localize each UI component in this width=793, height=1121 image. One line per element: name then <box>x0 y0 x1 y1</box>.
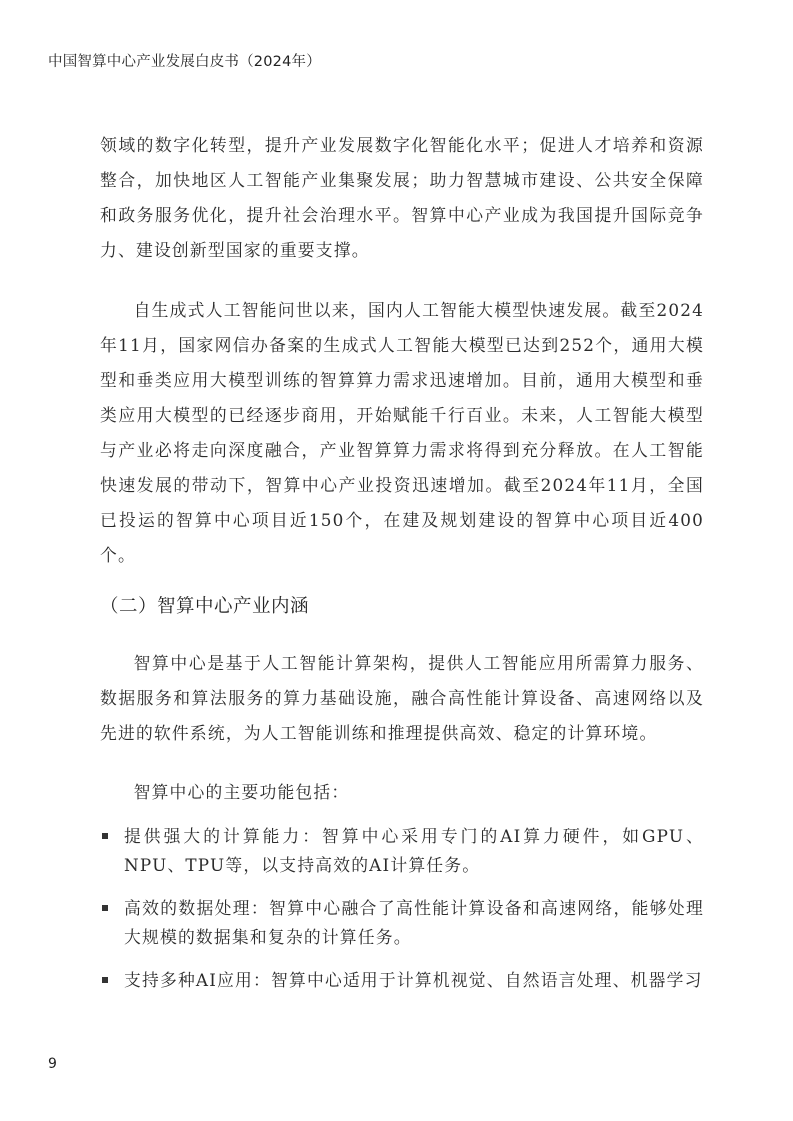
document-header: 中国智算中心产业发展白皮书（2024年） <box>48 54 321 70</box>
list-item-text: 提供强大的计算能力：智算中心采用专门的AI算力硬件，如GPU、NPU、TPU等，以支持高效的AI计算任务。 <box>124 826 704 875</box>
body-paragraph: 领域的数字化转型，提升产业发展数字化智能化水平；促进人才培养和资源整合，加快地区人工智能产业集聚发展；助力智慧城市建设、公共安全保障和政务服务优化，提升社会治理水平。智算中心产业成为我国提升国际竞争力、建设创新型国家的重要支撑。 <box>100 135 704 260</box>
body-paragraph: 自生成式人工智能问世以来，国内人工智能大模型快速发展。截至2024年11月，国家网信办备案的生成式人工智能大模型已达到252个，通用大模型和垂类应用大模型训练的智算算力需求迅速增加。目前，通用大模型和垂类应用大模型的已经逐步商用，开始赋能千行百业。未来，人工智能大模型与产业必将走向深度融合，产业智算算力需求将得到充分释放。在人工智能快速发展的带动下，智算中心产业投资迅速增加。截至2024年11月，全国已投运的智算中心项目近150个，在建及规划建设的智算中心项目近400个。 <box>100 300 704 565</box>
square-bullet-icon <box>102 905 108 911</box>
square-bullet-icon <box>102 977 108 983</box>
definition-paragraph: 智算中心是基于人工智能计算架构，提供人工智能应用所需算力服务、数据服务和算法服务的算力基础设施，融合高性能计算设备、高速网络以及先进的软件系统，为人工智能训练和推理提供高效、稳定的计算环境。 <box>100 653 704 743</box>
list-item <box>100 894 704 952</box>
functions-lead: 智算中心的主要功能包括： <box>133 782 350 802</box>
section-heading: （二）智算中心产业内涵 <box>100 596 310 617</box>
list-item-text: 高效的数据处理：智算中心融合了高性能计算设备和高速网络，能够处理大规模的数据集和复杂的计算任务。 <box>124 898 704 947</box>
list-item <box>100 966 704 995</box>
list-item <box>100 822 704 880</box>
page-number: 9 <box>48 1056 57 1072</box>
page-body <box>100 128 704 1009</box>
square-bullet-icon <box>102 833 108 839</box>
list-item-text: 支持多种AI应用：智算中心适用于计算机视觉、自然语言处理、机器学习 <box>124 970 703 990</box>
functions-list <box>100 822 704 995</box>
